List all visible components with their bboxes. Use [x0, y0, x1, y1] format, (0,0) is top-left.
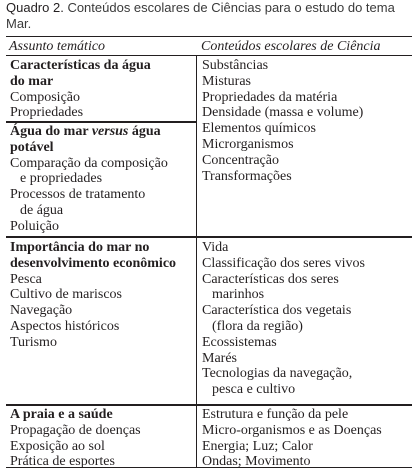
table-cell-line: Poluição — [10, 218, 59, 234]
topic-heading: A praia e a saúde — [10, 407, 113, 422]
table-cell-line: Microrganismos — [202, 136, 294, 152]
table-caption — [6, 0, 410, 31]
table-cell-line: Energia; Luz; Calor — [202, 438, 313, 454]
text-fragment: Água do mar — [10, 124, 92, 139]
table-cell-line: Elementos químicos — [202, 121, 316, 137]
header-conteudos: Conteúdos escolares de Ciência — [201, 39, 381, 54]
group-1-right — [202, 58, 363, 184]
table-cell-line: Características dos seres — [202, 271, 339, 287]
table-cell-line: Concentração — [202, 152, 279, 168]
caption-label: Quadro 2. — [6, 0, 64, 15]
text-fragment: versus — [91, 124, 129, 139]
table-cell-line: Navegação — [10, 303, 73, 319]
table-cell-line: Marés — [202, 350, 237, 366]
table-cell-line: Propriedades da matéria — [202, 89, 338, 105]
table-cell-line: de água — [20, 202, 64, 218]
table-cell-line: Transformações — [202, 168, 292, 184]
text-fragment: água — [128, 124, 161, 139]
caption-text: Conteúdos escolares de Ciências para o estudo do tema Mar. — [6, 0, 395, 31]
group-4-left — [10, 407, 141, 470]
group-2-left — [10, 124, 168, 235]
table-cell-line: (flora da região) — [212, 318, 303, 334]
table-cell-line: Micro-organismos e as Doenças — [202, 422, 382, 438]
group-3-right — [202, 240, 365, 398]
group-3-left — [10, 240, 176, 351]
group-1-left — [10, 58, 151, 121]
table-cell-line: Comparação da composição — [10, 155, 168, 171]
table-cell-line: Estrutura e função da pele — [202, 407, 349, 422]
table-cell-line: Turismo — [10, 334, 57, 350]
row-divider-3 — [6, 404, 412, 406]
header-rule — [6, 55, 412, 56]
table-cell-line: Ondas; Movimento — [202, 454, 311, 470]
table-cell-line: Tecnologias da navegação, — [202, 366, 353, 382]
table-top-rule — [6, 36, 412, 37]
topic-heading: potável — [10, 139, 54, 155]
table-cell-line: Pesca — [10, 271, 42, 287]
group-4-right — [202, 407, 382, 470]
topic-heading: Importância do mar no — [10, 240, 150, 255]
table-cell-line: Característica dos vegetais — [202, 303, 352, 319]
table-cell-line: Propriedades — [10, 105, 84, 121]
topic-heading: desenvolvimento econômico — [10, 255, 177, 271]
table-cell-line: pesca e cultivo — [212, 382, 296, 398]
table-cell-line: Cultivo de mariscos — [10, 287, 122, 303]
table-cell-line: e propriedades — [20, 171, 103, 187]
table-cell-line: Prática de esportes — [10, 454, 115, 470]
table-cell-line: marinhos — [212, 287, 265, 303]
table-cell-line: Ecossistemas — [202, 334, 277, 350]
table-cell-line: Classificação dos seres vivos — [202, 255, 365, 271]
table-cell-line: Composição — [10, 89, 80, 105]
table-cell-line: Aspectos históricos — [10, 318, 120, 334]
table-cell-line: Exposição ao sol — [10, 438, 105, 454]
table-cell-line: Processos de tratamento — [10, 187, 146, 203]
table-cell-line: Propagação de doenças — [10, 422, 141, 438]
topic-heading — [10, 124, 168, 140]
table-cell-line: Misturas — [202, 73, 251, 89]
table-cell-line: Densidade (massa e volume) — [202, 105, 364, 121]
row-divider-2 — [6, 236, 412, 238]
row-divider-1 — [6, 121, 196, 123]
table-cell-line: Substâncias — [202, 58, 269, 73]
topic-heading: Características da água — [10, 58, 151, 73]
column-divider — [196, 56, 197, 468]
header-assunto: Assunto temático — [9, 39, 106, 54]
topic-heading: do mar — [10, 73, 54, 89]
table-cell-line: Vida — [202, 240, 229, 255]
